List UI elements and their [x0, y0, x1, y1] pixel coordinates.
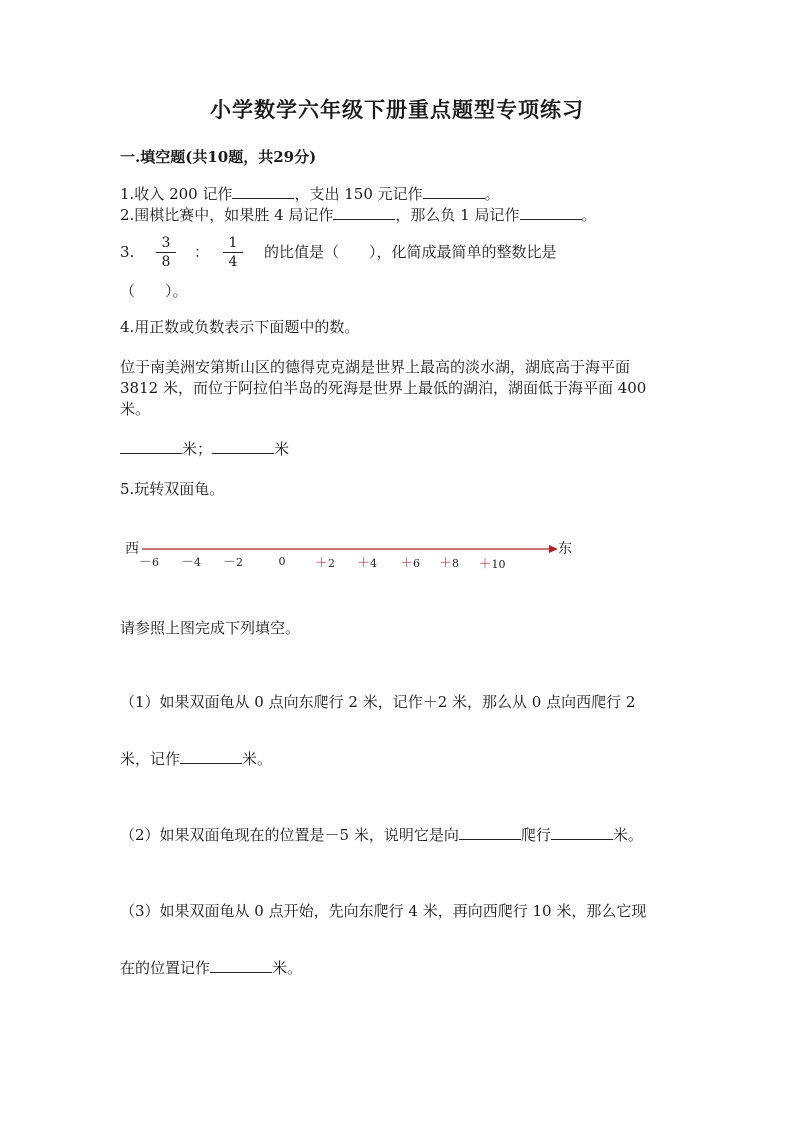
q5-sub3-line2	[120, 958, 302, 978]
q5-sub3-line1: （3）如果双面龟从 0 点开始，先向东爬行 4 米，再向西爬行 10 米，那么它现	[120, 902, 647, 920]
answer-blank[interactable]	[210, 958, 272, 973]
q5-instruction: 请参照上图完成下列填空。	[120, 619, 301, 637]
minus-sign: －	[222, 555, 237, 570]
q1-text-b: ，支出 150 元记作	[294, 185, 423, 203]
q5-sub2	[120, 825, 643, 845]
q5-sub2-text-a: （2）如果双面龟现在的位置是－5 米，说明它是向	[120, 826, 459, 844]
q1-text-c: 。	[484, 185, 500, 203]
q2-text-c: 。	[581, 206, 597, 224]
q5-sub3-unit: 米。	[272, 959, 303, 977]
question-4-prompt: 4.用正数或负数表示下面题中的数。	[120, 318, 360, 336]
plus-sign: ＋	[438, 556, 453, 571]
q4-unit-2: 米	[274, 440, 290, 458]
minus-sign: －	[138, 555, 153, 570]
tick-label-pos8	[439, 556, 459, 571]
west-label: 西	[125, 541, 139, 557]
tick-number: 4	[370, 557, 378, 570]
tick-label-neg2	[223, 555, 243, 570]
q4-paragraph-line1: 位于南美洲安第斯山区的德得克克湖是世界上最高的淡水湖，湖底高于海平面	[120, 358, 631, 376]
plus-sign: ＋	[314, 556, 329, 571]
east-label: 东	[558, 541, 572, 557]
minus-sign: －	[180, 555, 195, 570]
answer-blank[interactable]	[180, 749, 242, 764]
fraction-numerator: 1	[228, 235, 238, 251]
q4-unit-1: 米；	[182, 440, 213, 458]
answer-blank[interactable]	[459, 825, 521, 840]
question-5-prompt: 5.玩转双面龟。	[120, 480, 225, 498]
tick-number: 2	[328, 557, 336, 570]
q3-number: 3.	[120, 243, 135, 261]
q5-sub2-text-c: 米。	[612, 826, 643, 844]
tick-label-neg4	[181, 555, 201, 570]
tick-number: 10	[491, 558, 506, 571]
section-heading: 一.填空题(共10题，共29分)	[120, 148, 317, 166]
fraction-denominator: 8	[161, 254, 171, 270]
fraction-denominator: 4	[228, 254, 238, 270]
tick-label-pos6	[400, 556, 420, 571]
plus-sign: ＋	[399, 556, 414, 571]
q5-sub1-text: 米，记作	[120, 750, 181, 768]
q3-text: 的比值是（ ），化简成最简单的整数比是	[264, 243, 557, 261]
answer-blank[interactable]	[551, 825, 613, 840]
page-title: 小学数学六年级下册重点题型专项练习	[210, 97, 584, 122]
tick-label-pos10	[478, 557, 505, 572]
plus-sign: ＋	[356, 556, 371, 571]
arrow-right-icon	[549, 545, 558, 553]
q5-sub3-text: 在的位置记作	[120, 959, 211, 977]
tick-label-pos2	[315, 556, 335, 571]
tick-number: 6	[152, 556, 160, 569]
q2-text-a: 2.围棋比赛中，如果胜 4 局记作	[120, 206, 334, 224]
q1-text-a: 1.收入 200 记作	[120, 185, 233, 203]
q4-paragraph-line3: 米。	[120, 400, 151, 418]
tick-label-pos4	[357, 556, 377, 571]
tick-label-zero: 0	[278, 555, 286, 568]
q5-sub1-line2	[120, 749, 272, 769]
q2-text-b: ，那么负 1 局记作	[395, 206, 520, 224]
q4-paragraph-line2: 3812 米，而位于阿拉伯半岛的死海是世界上最低的湖泊，湖面低于海平面 400	[120, 379, 647, 397]
fraction-numerator: 3	[161, 235, 171, 251]
q5-sub1-line1: （1）如果双面龟从 0 点向东爬行 2 米，记作＋2 米，那么从 0 点向西爬行 2	[120, 693, 636, 711]
tick-number: 2	[236, 556, 244, 569]
ratio-colon: ：	[194, 243, 210, 261]
plus-sign: ＋	[478, 557, 492, 572]
tick-number: 8	[452, 557, 460, 570]
tick-label-neg6	[139, 555, 159, 570]
q5-sub2-text-b: 爬行	[520, 826, 551, 844]
q5-sub1-unit: 米。	[242, 750, 273, 768]
tick-number: 6	[413, 557, 421, 570]
tick-number: 4	[194, 556, 202, 569]
q3-line2: （ ）。	[120, 282, 188, 300]
